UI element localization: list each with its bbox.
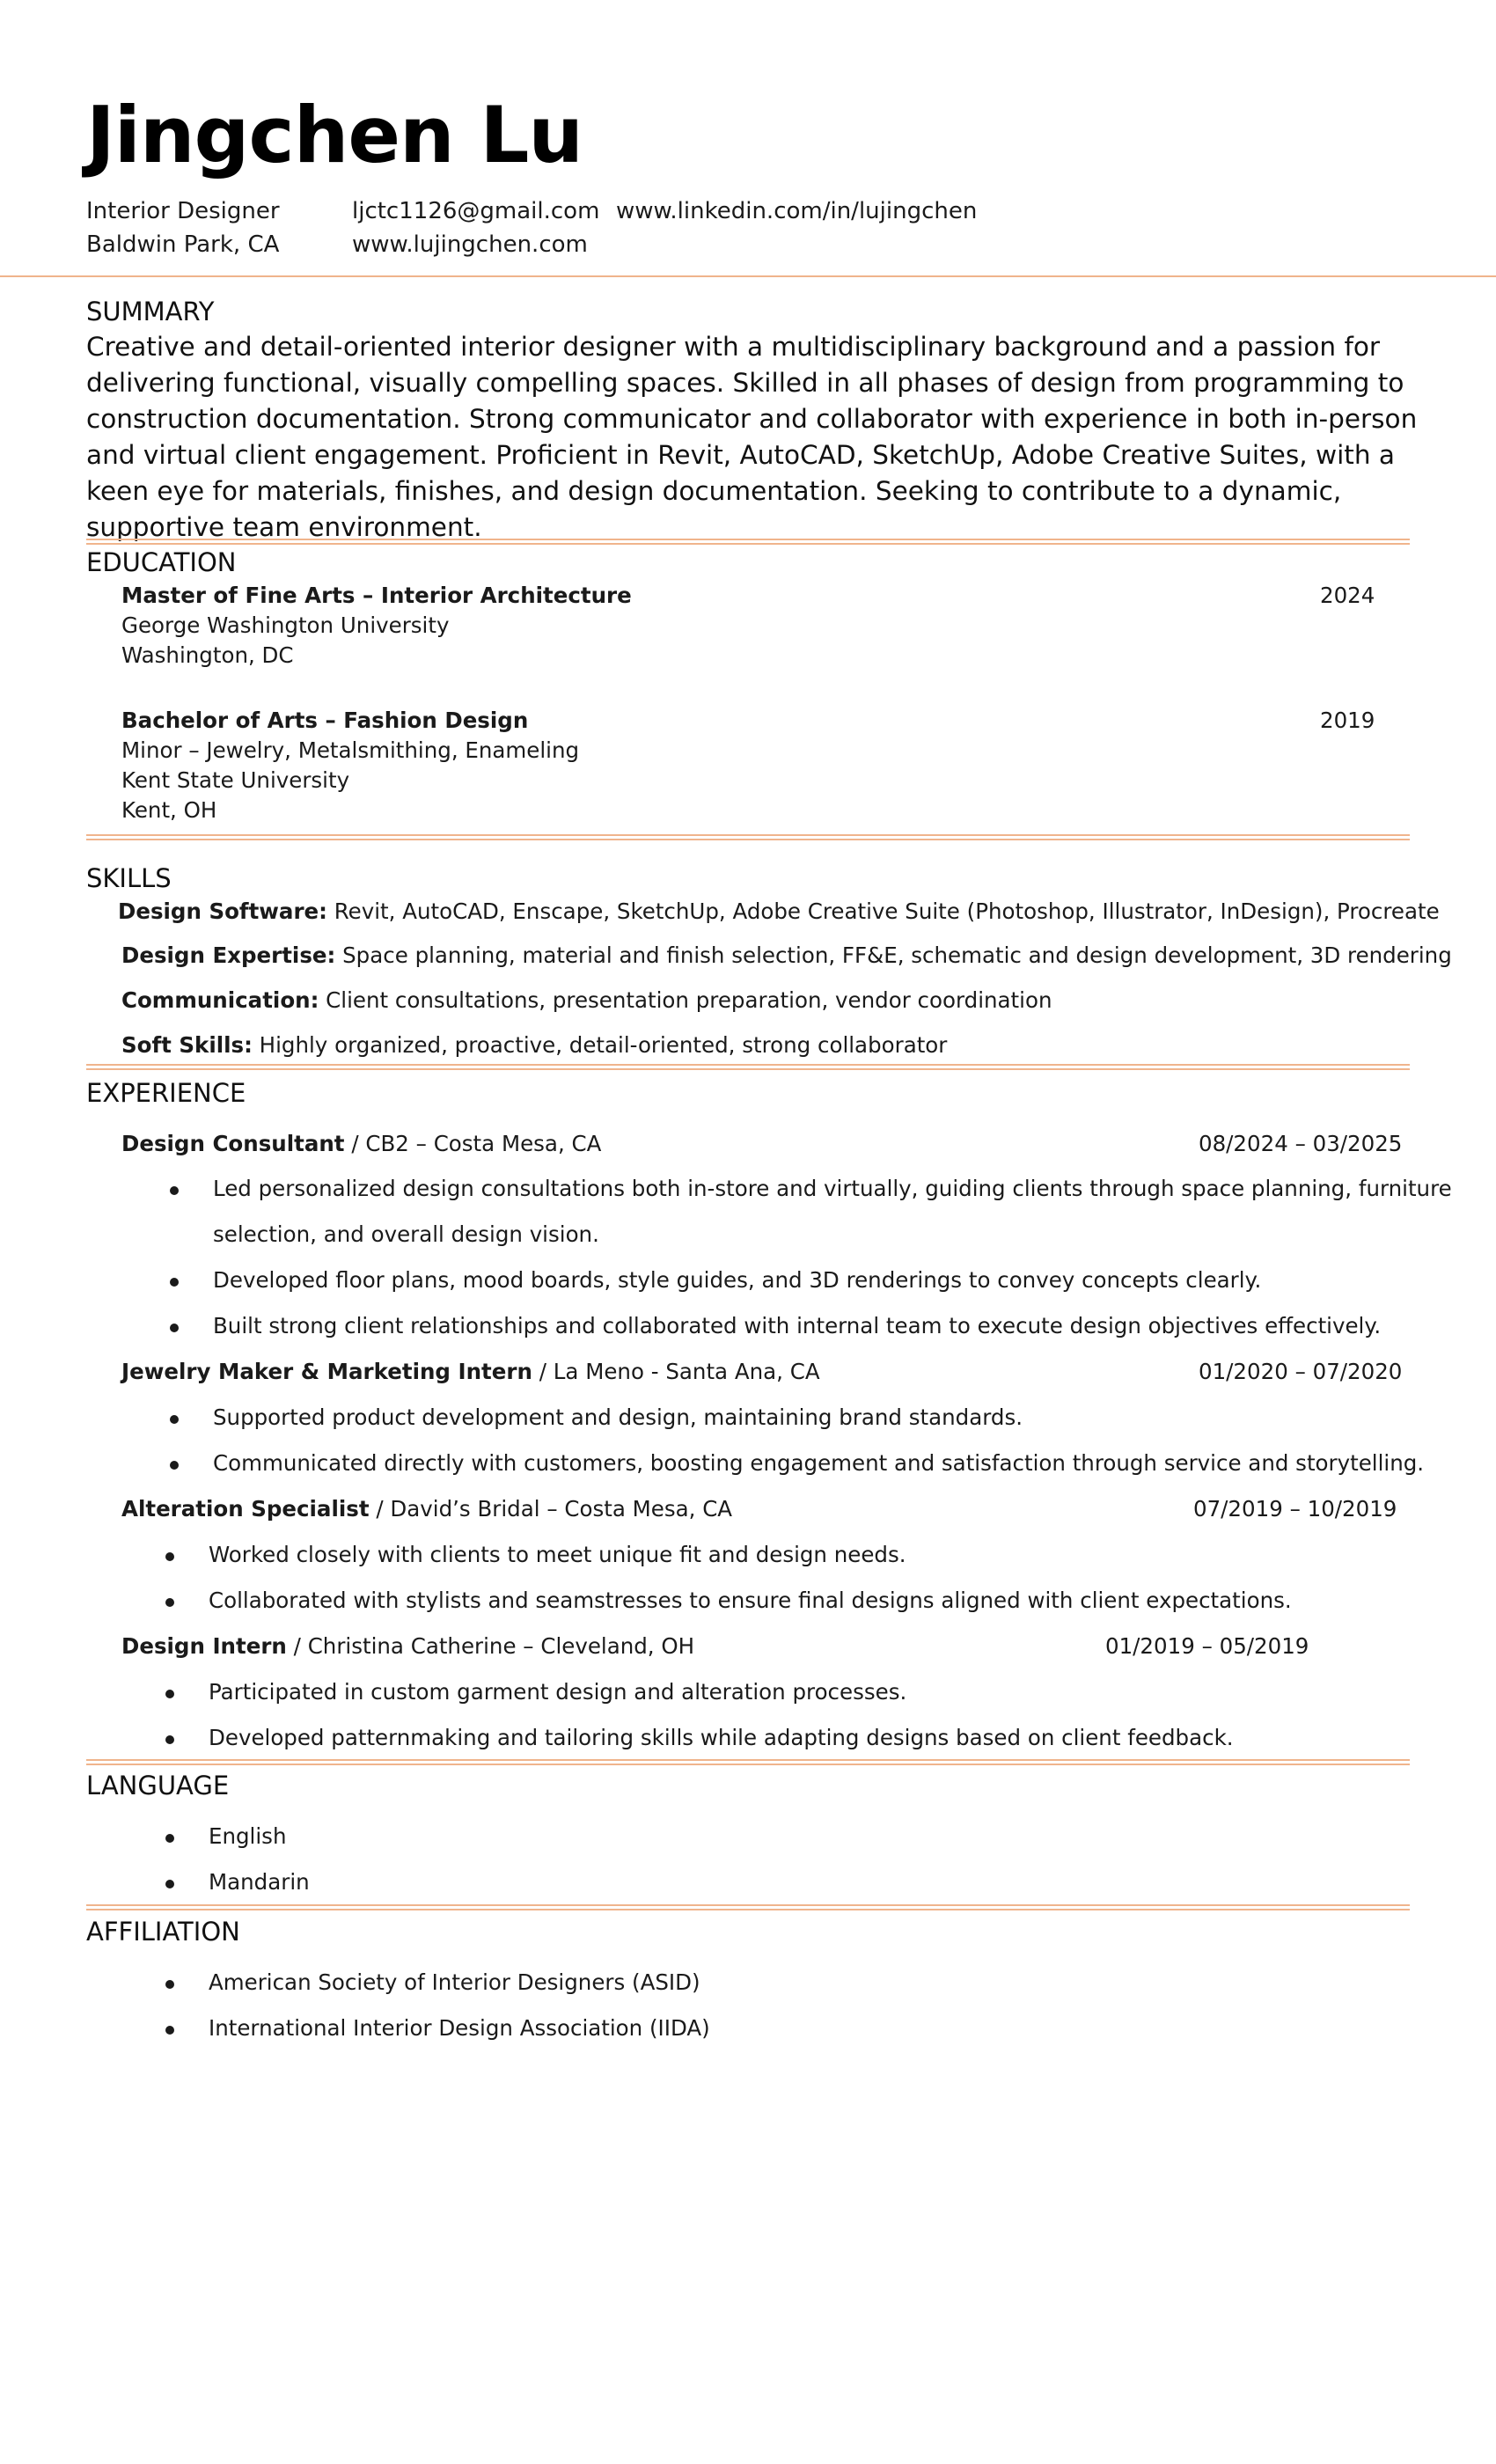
resume-name: Jingchen Lu <box>86 90 583 180</box>
section-divider <box>86 539 1410 545</box>
job-title-line <box>121 1633 694 1659</box>
edu-degree: Bachelor of Arts – Fashion Design <box>121 708 529 733</box>
section-divider <box>86 834 1410 840</box>
bullet-icon <box>165 1552 174 1561</box>
job-bullet: Worked closely with clients to meet unique fit and design needs. <box>209 1542 906 1567</box>
skill-item <box>118 898 1440 924</box>
email-link[interactable]: ljctc1126@gmail.com <box>352 198 600 224</box>
bullet-icon <box>170 1278 179 1287</box>
bullet-icon <box>170 1415 179 1424</box>
skill-label: Soft Skills: <box>121 1032 253 1058</box>
job-bullet: Built strong client relationships and collaborated with internal team to execute design objectives effectively. <box>213 1313 1382 1338</box>
bullet-icon <box>170 1461 179 1470</box>
job-title-line <box>121 1131 601 1156</box>
job-role: Design Intern <box>121 1633 287 1659</box>
job-bullet: Led personalized design consultations both in-store and virtually, guiding clients through space planning, furniture <box>213 1176 1452 1201</box>
job-role: Design Consultant <box>121 1131 345 1156</box>
bullet-icon <box>165 1690 174 1698</box>
language-item: English <box>209 1823 287 1849</box>
edu-line: Kent, OH <box>121 797 217 823</box>
bullet-icon <box>165 1598 174 1607</box>
job-title: Interior Designer <box>86 198 280 224</box>
bullet-icon <box>170 1186 179 1195</box>
skill-text: Highly organized, proactive, detail-oriented, strong collaborator <box>252 1032 948 1058</box>
edu-line: Minor – Jewelry, Metalsmithing, Enameling <box>121 737 580 763</box>
skill-text: Space planning, material and finish selection, FF&E, schematic and design development, 3D rendering <box>335 942 1452 968</box>
job-bullet: Developed patternmaking and tailoring skills while adapting designs based on client feedback. <box>209 1725 1234 1750</box>
section-divider <box>86 1759 1410 1765</box>
job-title-line <box>121 1496 732 1522</box>
job-org: / Christina Catherine – Cleveland, OH <box>286 1633 695 1659</box>
skill-label: Communication: <box>121 987 319 1013</box>
affiliation-heading: AFFILIATION <box>86 1917 240 1947</box>
section-divider <box>86 1904 1410 1910</box>
summary-heading: SUMMARY <box>86 297 215 326</box>
skill-label: Design Expertise: <box>121 942 336 968</box>
affiliation-item: International Interior Design Association (IIDA) <box>209 2015 710 2041</box>
header-divider <box>0 275 1496 277</box>
bullet-icon <box>165 2026 174 2035</box>
job-role: Alteration Specialist <box>121 1496 370 1522</box>
job-dates: 08/2024 – 03/2025 <box>1199 1131 1403 1156</box>
job-dates: 01/2020 – 07/2020 <box>1199 1359 1403 1384</box>
bullet-icon <box>165 1834 174 1843</box>
bullet-icon <box>165 1880 174 1888</box>
edu-year: 2024 <box>1320 583 1375 608</box>
job-bullet: Collaborated with stylists and seamstresses to ensure final designs aligned with client expectations. <box>209 1588 1292 1613</box>
language-item: Mandarin <box>209 1869 310 1895</box>
edu-line: Washington, DC <box>121 642 294 668</box>
skill-label: Design Software: <box>118 898 327 924</box>
language-heading: LANGUAGE <box>86 1771 230 1800</box>
job-dates: 07/2019 – 10/2019 <box>1193 1496 1397 1522</box>
bullet-icon <box>165 1980 174 1989</box>
job-org: / David’s Bridal – Costa Mesa, CA <box>369 1496 733 1522</box>
location: Baldwin Park, CA <box>86 231 280 258</box>
skill-item <box>121 987 1052 1013</box>
edu-line: George Washington University <box>121 612 450 638</box>
skill-item <box>121 942 1452 968</box>
job-bullet: Communicated directly with customers, boosting engagement and satisfaction through service and storytelling. <box>213 1450 1425 1476</box>
job-dates: 01/2019 – 05/2019 <box>1105 1633 1309 1659</box>
experience-heading: EXPERIENCE <box>86 1078 246 1108</box>
summary-text: Creative and detail-oriented interior designer with a multidisciplinary background and a passion for delivering functional, visually compelling spaces. Skilled in all phases of design from programming to construction documentation. Strong communicator and collaborator with experience in both in-person and virtual client engagement. Proficient in Revit, AutoCAD, SketchUp, Adobe Creative Suites, with a keen eye for materials, finishes, and design documentation. Seeking to contribute to a dynamic, supportive team environment. <box>86 332 1418 542</box>
education-heading: EDUCATION <box>86 547 237 577</box>
job-bullet: selection, and overall design vision. <box>213 1221 599 1247</box>
skill-text: Client consultations, presentation preparation, vendor coordination <box>319 987 1052 1013</box>
skills-heading: SKILLS <box>86 863 172 893</box>
section-divider <box>86 1064 1410 1070</box>
skill-item <box>121 1032 947 1058</box>
job-role: Jewelry Maker & Marketing Intern <box>121 1359 532 1384</box>
edu-year: 2019 <box>1320 708 1375 733</box>
bullet-icon <box>165 1735 174 1744</box>
affiliation-item: American Society of Interior Designers (ASID) <box>209 1969 700 1995</box>
job-bullet: Participated in custom garment design and alteration processes. <box>209 1679 907 1705</box>
job-org: / La Meno - Santa Ana, CA <box>532 1359 820 1384</box>
skill-text: Revit, AutoCAD, Enscape, SketchUp, Adobe Creative Suite (Photoshop, Illustrator, InDesign), Procreate <box>326 898 1440 924</box>
job-title-line <box>121 1359 820 1384</box>
bullet-icon <box>170 1324 179 1332</box>
job-bullet: Developed floor plans, mood boards, style guides, and 3D renderings to convey concepts clearly. <box>213 1267 1262 1293</box>
job-bullet: Supported product development and design, maintaining brand standards. <box>213 1404 1023 1430</box>
job-org: / CB2 – Costa Mesa, CA <box>344 1131 602 1156</box>
website-link[interactable]: www.lujingchen.com <box>352 231 588 258</box>
edu-line: Kent State University <box>121 767 350 793</box>
linkedin-link[interactable]: www.linkedin.com/in/lujingchen <box>616 198 978 224</box>
edu-degree: Master of Fine Arts – Interior Architecture <box>121 583 632 608</box>
